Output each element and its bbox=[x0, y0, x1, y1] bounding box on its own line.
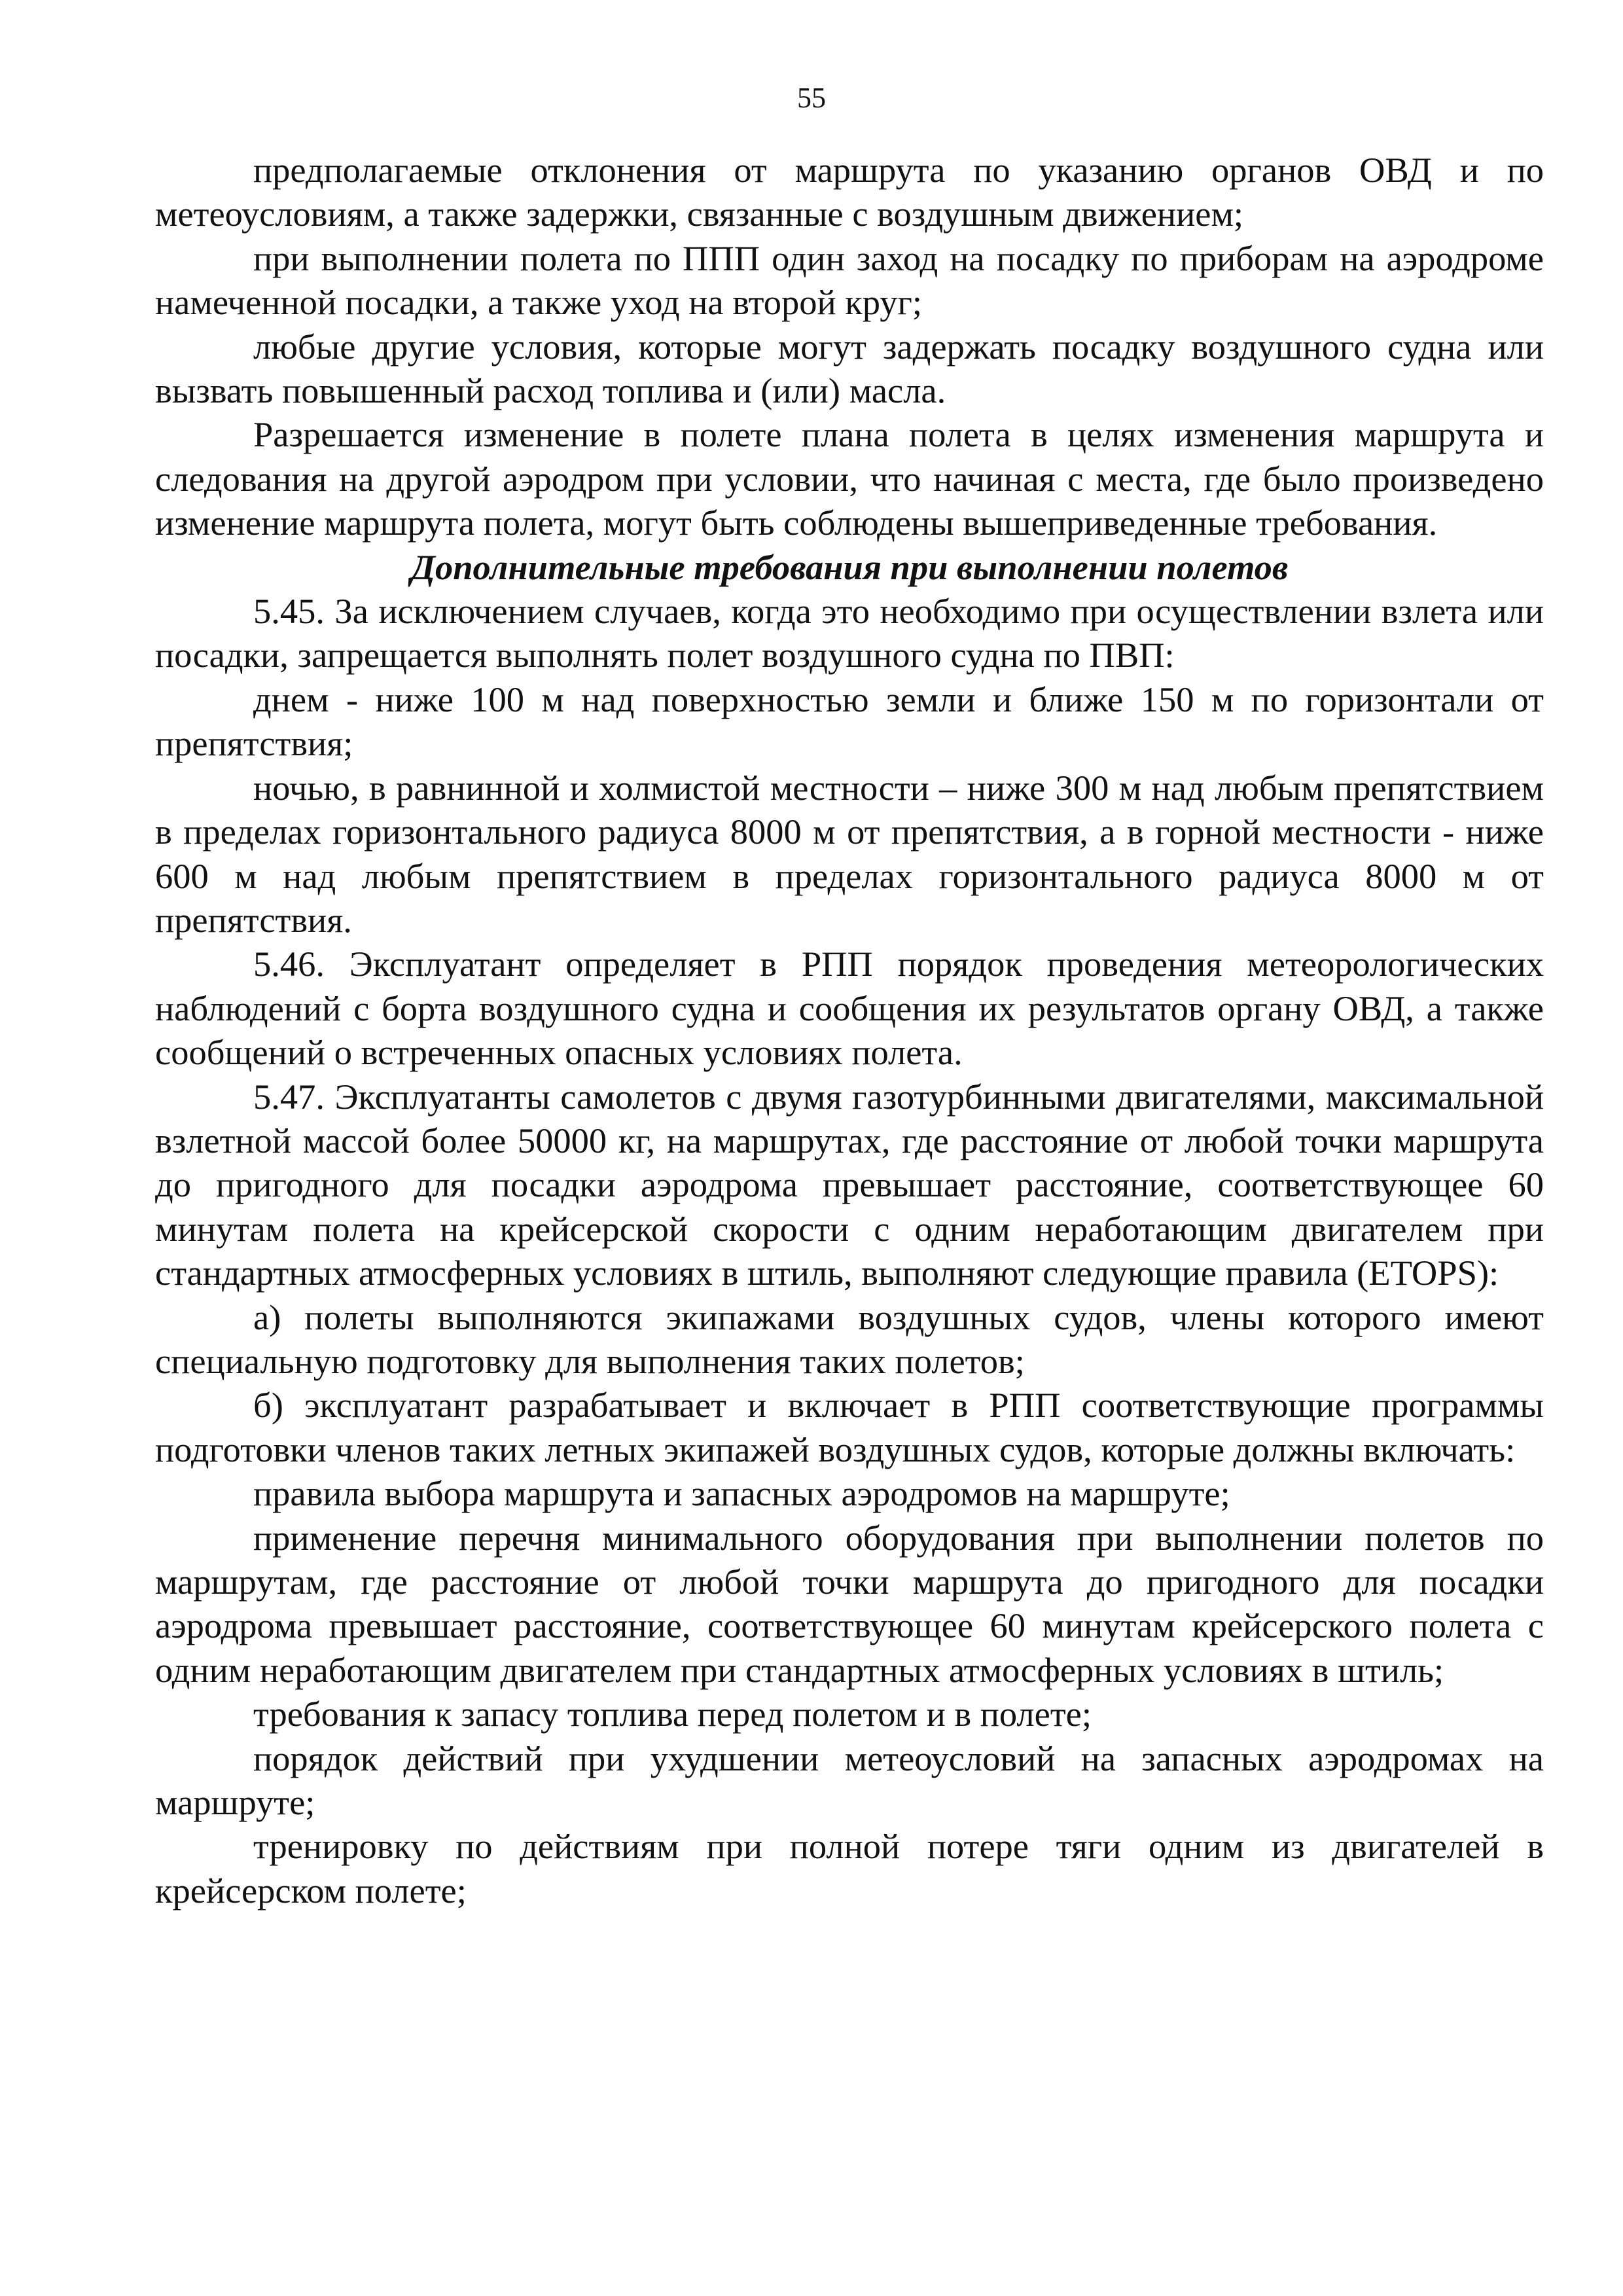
paragraph-weather-procedures: порядок действий при ухудшении метеоусловий на запасных аэродромах на маршруте; bbox=[155, 1738, 1544, 1823]
paragraph-fuel-requirements: требования к запасу топлива перед полетом и в полете; bbox=[253, 1694, 1092, 1734]
paragraph-ifr-approach: при выполнении полета по ППП один заход на посадку по приборам на аэродроме намеченной посадки, а также уход на второй круг; bbox=[155, 238, 1544, 323]
paragraph-5-46: 5.46. Эксплуатант определяет в РПП порядок проведения метеорологических наблюдений с борта воздушного судна и сообщения их результатов органу ОВД, а также сообщений о встреченных опасных условиях полета. bbox=[155, 944, 1544, 1073]
paragraph-mel-application: применение перечня минимального оборудования при выполнении полетов по маршрутам, где расстояние от любой точки маршрута до пригодного для посадки аэродрома превышает расстояние, соответствующее 60 минутам крейсерского полета с одним неработающим двигателем при стандартных атмосферных условиях в штиль; bbox=[155, 1517, 1544, 1690]
paragraph-item-b: б) эксплуатант разрабатывает и включает в РПП соответствующие программы подготовки членов таких летных экипажей воздушных судов, которые должны включать: bbox=[155, 1385, 1544, 1469]
paragraph-day-limits: днем - ниже 100 м над поверхностью земли и ближе 150 м по горизонтали от препятствия; bbox=[155, 679, 1544, 764]
paragraph-engine-failure-training: тренировку по действиям при полной потере тяги одним из двигателей в крейсерском полете; bbox=[155, 1826, 1544, 1910]
page-number: 55 bbox=[797, 82, 826, 114]
document-body bbox=[155, 148, 1544, 1912]
paragraph-other-conditions: любые другие условия, которые могут задержать посадку воздушного судна или вызвать повышенный расход топлива и (или) масла. bbox=[155, 326, 1544, 411]
paragraph-night-limits: ночью, в равнинной и холмистой местности – ниже 300 м над любым препятствием в пределах горизонтального радиуса 8000 м от препятствия, а в горной местности - ниже 600 м над любым препятствием в пределах горизонтального радиуса 8000 м от препятствия. bbox=[155, 767, 1544, 940]
section-heading: Дополнительные требования при выполнении полетов bbox=[410, 547, 1289, 587]
paragraph-route-rules: правила выбора маршрута и запасных аэродромов на маршруте; bbox=[253, 1473, 1230, 1514]
paragraph-flight-plan-change: Разрешается изменение в полете плана полета в целях изменения маршрута и следования на другой аэродром при условии, что начиная с места, где было произведено изменение маршрута полета, могут быть соблюдены вышеприведенные требования. bbox=[155, 414, 1544, 543]
paragraph-deviations: предполагаемые отклонения от маршрута по указанию органов ОВД и по метеоусловиям, а также задержки, связанные с воздушным движением; bbox=[155, 150, 1544, 234]
paragraph-item-a: а) полеты выполняются экипажами воздушных судов, члены которого имеют специальную подготовку для выполнения таких полетов; bbox=[155, 1297, 1544, 1381]
paragraph-5-47: 5.47. Эксплуатанты самолетов с двумя газотурбинными двигателями, максимальной взлетной массой более 50000 кг, на маршрутах, где расстояние от любой точки маршрута до пригодного для посадки аэродрома превышает расстояние, соответствующее 60 минутам полета на крейсерской скорости с одним неработающим двигателем при стандартных атмосферных условиях в штиль, выполняют следующие правила (ETOPS): bbox=[155, 1076, 1544, 1293]
paragraph-5-45: 5.45. За исключением случаев, когда это необходимо при осуществлении взлета или посадки, запрещается выполнять полет воздушного судна по ПВП: bbox=[155, 591, 1544, 675]
